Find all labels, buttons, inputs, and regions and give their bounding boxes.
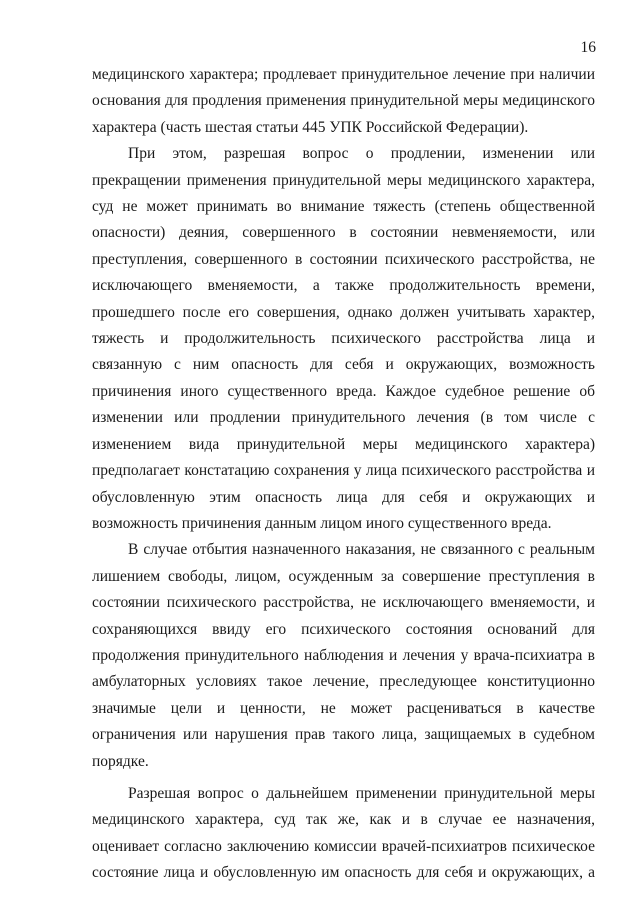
text-line: изменении или продлении принудительного лечения (в том числе с [92, 409, 595, 427]
text-line: Разрешая вопрос о дальнейшем применении принудительной меры [128, 784, 595, 802]
text-line: значимые цели и ценности, не может расцениваться в качестве [92, 699, 595, 717]
text-line: прекращении применения принудительной меры медицинского характера, [92, 171, 595, 189]
text-line: связанную с ним опасность для себя и окружающих, возможность [92, 356, 595, 374]
text-line: основания для продления применения принудительной меры медицинского [92, 92, 595, 110]
text-line: тяжесть и продолжительность психического расстройства лица и [92, 330, 595, 348]
text-line: При этом, разрешая вопрос о продлении, изменении или [128, 145, 595, 163]
text-line: продолжения принудительного наблюдения и лечения у врача-психиатра в [92, 646, 595, 664]
page-number: 16 [580, 39, 596, 56]
text-line: медицинского характера, суд так же, как и в случае ее назначения, [92, 811, 595, 829]
text-line: сохраняющихся ввиду его психического состояния оснований для [92, 620, 595, 638]
text-line: медицинского характера; продлевает принудительное лечение при наличии [92, 66, 595, 83]
text-line: лишением свободы, лицом, осужденным за совершение преступления в [92, 567, 595, 585]
text-line: возможность причинения данным лицом иного существенного вреда. [92, 514, 552, 532]
text-line: амбулаторных условиях такое лечение, преследующее конституционно [92, 673, 595, 691]
paragraph [92, 781, 595, 887]
text-line: предполагает констатацию сохранения у лица психического расстройства и [92, 462, 595, 480]
text-line: состояние лица и обусловленную им опасность для себя и окружающих, а [92, 864, 595, 882]
text-line: исключающего вменяемости, а также продолжительность времени, [92, 277, 595, 295]
document-body [92, 62, 595, 887]
text-line: характера (часть шестая статьи 445 УПК Российской Федерации). [92, 118, 529, 136]
text-line: причинения иного существенного вреда. Каждое судебное решение об [92, 382, 595, 400]
text-line: оценивает согласно заключению комиссии врачей-психиатров психическое [92, 837, 595, 855]
paragraph [92, 537, 595, 775]
text-line: опасности) деяния, совершенного в состоянии невменяемости, или [92, 224, 595, 242]
text-line: обусловленную этим опасность лица для себя и окружающих и [92, 488, 595, 506]
text-line: прошедшего после его совершения, однако должен учитывать характер, [92, 303, 595, 321]
paragraph [92, 141, 595, 537]
paragraph [92, 62, 595, 141]
text-line: ограничения или нарушения прав такого лица, защищаемых в судебном [92, 726, 595, 744]
text-line: В случае отбытия назначенного наказания, не связанного с реальным [128, 541, 595, 559]
text-line: состоянии психического расстройства, не исключающего вменяемости, и [92, 594, 595, 612]
text-line: порядке. [92, 752, 149, 770]
text-line: суд не может принимать во внимание тяжесть (степень общественной [92, 198, 595, 216]
text-line: изменением вида принудительной меры медицинского характера) [92, 435, 595, 453]
text-line: преступления, совершенного в состоянии психического расстройства, не [92, 250, 595, 268]
